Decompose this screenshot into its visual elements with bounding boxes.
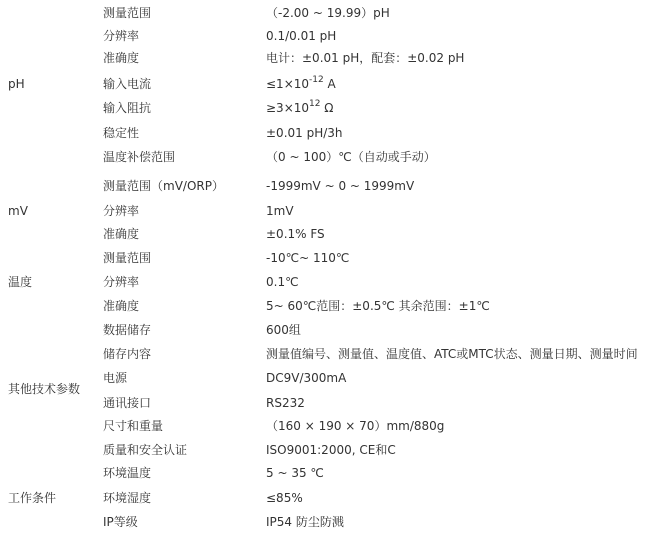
group-label-mv: mV: [8, 204, 28, 218]
param-label: 质量和安全认证: [103, 443, 188, 457]
value-exponent: 12: [309, 99, 321, 109]
param-value: 测量值编号、测量值、温度值、ATC或MTC状态、测量日期、测量时间: [266, 347, 638, 361]
table-row: [0, 145, 658, 169]
param-label: 准确度: [103, 299, 140, 313]
param-value: -1999mV ~ 0 ~ 1999mV: [266, 179, 415, 193]
param-value: [266, 96, 333, 120]
param-value: ≤85%: [266, 491, 303, 505]
table-row: [0, 174, 658, 198]
table-row: [0, 486, 658, 510]
table-row: [0, 72, 658, 96]
param-value: 0.1℃: [266, 275, 299, 289]
table-row: [0, 414, 658, 438]
param-value: （160 × 190 × 70）mm/880g: [266, 419, 445, 433]
table-row: [0, 46, 658, 70]
group-label-working-conditions: 工作条件: [8, 491, 57, 505]
value-base: ≤1×10: [266, 77, 310, 91]
group-label-other-specs: 其他技术参数: [8, 382, 81, 396]
param-value: 电计：±0.01 pH，配套：±0.02 pH: [266, 51, 465, 65]
table-row: [0, 246, 658, 270]
value-unit: A: [323, 77, 336, 91]
param-label: 准确度: [103, 227, 140, 241]
param-value: RS232: [266, 396, 305, 410]
group-label-ph: pH: [8, 77, 25, 91]
table-row: [0, 199, 658, 223]
table-row: [0, 318, 658, 342]
param-label: 环境温度: [103, 466, 152, 480]
table-row: [0, 270, 658, 294]
group-label-temperature: 温度: [8, 275, 33, 289]
param-label: 分辨率: [103, 29, 140, 43]
param-label: 储存内容: [103, 347, 152, 361]
param-value: DC9V/300mA: [266, 371, 347, 385]
param-value: 5~ 60℃范围：±0.5℃ 其余范围：±1℃: [266, 299, 490, 313]
param-value: ISO9001:2000, CE和C: [266, 443, 396, 457]
param-label: IP等级: [103, 515, 138, 529]
param-value: 600组: [266, 323, 301, 337]
value-unit: Ω: [320, 101, 334, 115]
param-label: 尺寸和重量: [103, 419, 164, 433]
value-base: ≥3×10: [266, 101, 310, 115]
param-value: 0.1/0.01 pH: [266, 29, 337, 43]
param-value: ±0.01 pH/3h: [266, 126, 343, 140]
param-value: （0 ~ 100）℃（自动或手动）: [266, 150, 436, 164]
param-label: 稳定性: [103, 126, 140, 140]
table-row: [0, 96, 658, 120]
param-label: 环境湿度: [103, 491, 152, 505]
param-label: 分辨率: [103, 275, 140, 289]
table-row: [0, 1, 658, 25]
param-value: [266, 72, 336, 96]
param-label: 电源: [103, 371, 128, 385]
value-exponent: -12: [309, 75, 324, 85]
param-label: 准确度: [103, 51, 140, 65]
table-row: [0, 121, 658, 145]
param-label: 输入阻抗: [103, 101, 152, 115]
table-row: [0, 24, 658, 48]
table-row: [0, 391, 658, 415]
param-value: IP54 防尘防溅: [266, 515, 344, 529]
param-value: 1mV: [266, 204, 294, 218]
table-row: [0, 366, 658, 390]
param-value: -10℃~ 110℃: [266, 251, 350, 265]
param-value: 5 ~ 35 ℃: [266, 466, 324, 480]
table-row: [0, 294, 658, 318]
param-label: 分辨率: [103, 204, 140, 218]
param-label: 测量范围: [103, 251, 152, 265]
param-label: 通讯接口: [103, 396, 152, 410]
param-label: 测量范围: [103, 6, 152, 20]
param-label: 输入电流: [103, 77, 152, 91]
table-row: [0, 461, 658, 485]
table-row: [0, 438, 658, 462]
param-value: （-2.00 ~ 19.99）pH: [266, 6, 390, 20]
table-row: [0, 510, 658, 534]
param-label: 温度补偿范围: [103, 150, 176, 164]
param-label: 测量范围（mV/ORP）: [103, 179, 224, 193]
param-value: ±0.1% FS: [266, 227, 325, 241]
param-label: 数据储存: [103, 323, 152, 337]
table-row: [0, 222, 658, 246]
table-row: [0, 342, 658, 366]
